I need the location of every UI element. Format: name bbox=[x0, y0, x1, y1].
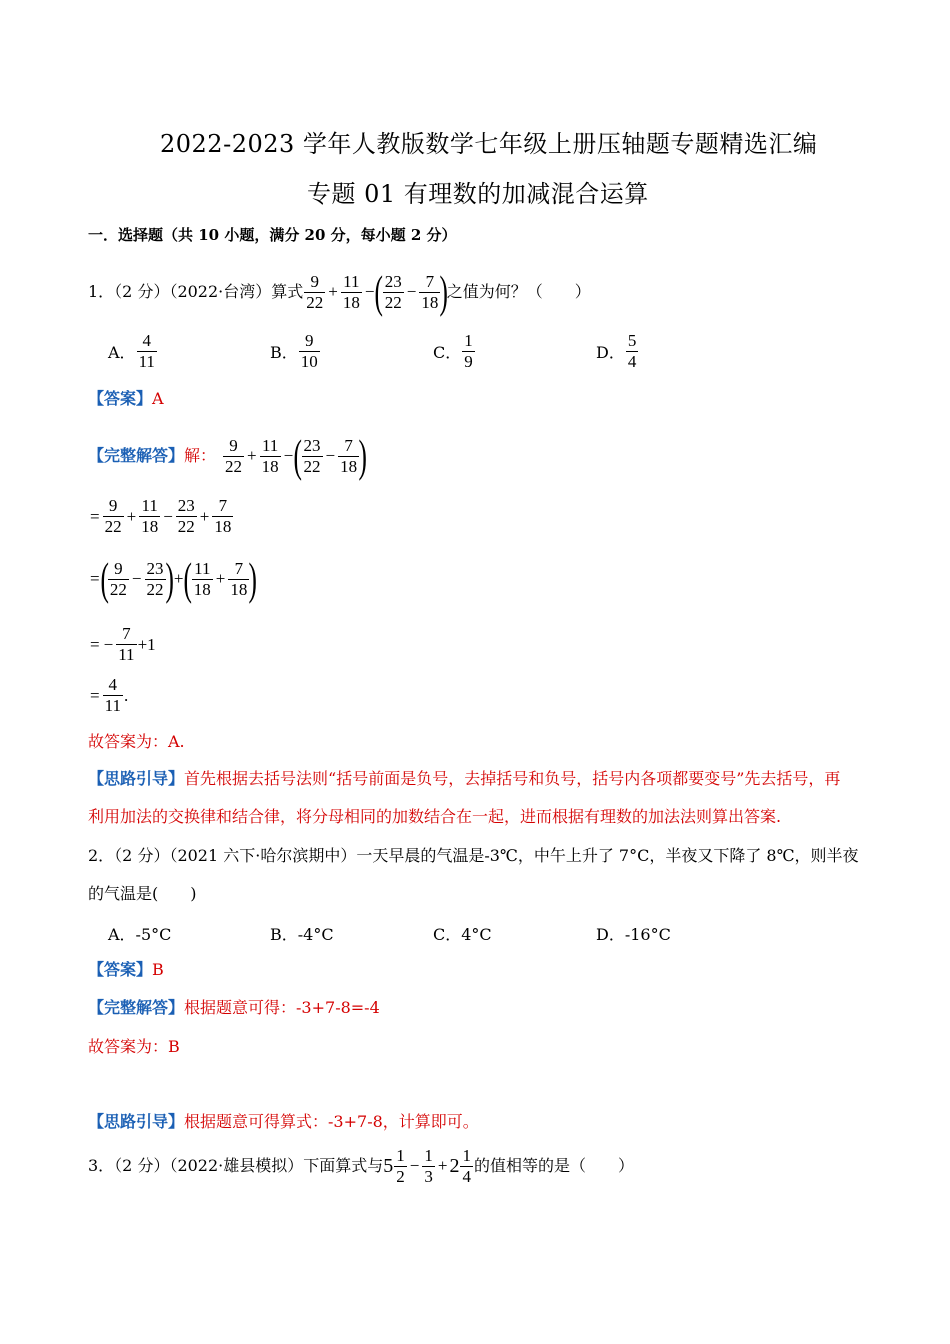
q2-solution: 【完整解答】根据题意可得：-3+7-8=-4 bbox=[88, 998, 380, 1017]
q1-solution: 【完整解答】 解： $\frac{9}{22}$ + $\frac{11}{18}$ − ( $\frac{23}{22}$ − $\frac{7}{18}$ ) bbox=[88, 430, 368, 481]
q2-option-c: C．4°C bbox=[433, 925, 492, 944]
page-subtitle: 专题 01 有理数的加减混合运算 bbox=[307, 180, 649, 208]
q1-hint-line-1: 【思路引导】首先根据去括号法则“括号前面是负号，去掉括号和负号，括号内各项都要变号”先去括号，再 bbox=[88, 769, 841, 788]
page-title: 2022-2023 学年人教版数学七年级上册压轴题专题精选汇编 bbox=[160, 130, 818, 158]
q1-option-b: B． $\frac{9}{10}$ bbox=[270, 331, 318, 371]
q2-hint: 【思路引导】根据题意可得算式：-3+7-8，计算即可。 bbox=[88, 1112, 479, 1131]
q2-option-a: A．-5°C bbox=[108, 925, 172, 944]
q3-expression: 5 $\frac{1}{2}$ − $\frac{1}{3}$ + 2 $\frac{1}{4}$ bbox=[383, 1145, 471, 1186]
q1-expression: $\frac{9}{22}$ + $\frac{11}{18}$ − ( $\frac{23}{22}$ − $\frac{7}{18}$ ) bbox=[306, 266, 449, 317]
q1-prefix: 1．（2 分）（2022·台湾）算式 bbox=[88, 282, 304, 301]
question-3 bbox=[88, 1140, 634, 1192]
q2-option-d: D．-16°C bbox=[596, 925, 671, 944]
q1-option-c: C． $\frac{1}{9}$ bbox=[433, 331, 473, 371]
q1-step-1: = $\frac{9}{22}$ + $\frac{11}{18}$ − $\frac{23}{22}$ + $\frac{7}{18}$ bbox=[90, 496, 232, 536]
q1-answer: 【答案】A bbox=[88, 389, 164, 408]
section-heading: 一．选择题（共 10 小题，满分 20 分，每小题 2 分） bbox=[88, 226, 457, 244]
q2-option-b: B．-4°C bbox=[270, 925, 334, 944]
q1-step-2: = ( $\frac{9}{22}$ − $\frac{23}{22}$ ) + ( $\frac{11}{18}$ + $\frac{7}{18}$ ) bbox=[90, 553, 258, 604]
question-1 bbox=[88, 266, 591, 318]
q2-line-1: 2．（2 分）（2021 六下·哈尔滨期中）一天早晨的气温是-3℃，中午上升了 7°C，半夜又下降了 8℃，则半夜 bbox=[88, 846, 859, 865]
q2-conclusion: 故答案为：B bbox=[88, 1037, 180, 1056]
q1-step-4: = $\frac{4}{11}$ . bbox=[90, 675, 129, 715]
q1-conclusion: 故答案为：A. bbox=[88, 732, 185, 751]
q1-step-3: = − $\frac{7}{11}$ +1 bbox=[90, 624, 156, 664]
q3-suffix: 的值相等的是（ ） bbox=[473, 1156, 634, 1175]
q2-answer: 【答案】B bbox=[88, 960, 164, 979]
q2-line-2: 的气温是( ) bbox=[88, 884, 197, 903]
q1-option-d: D． $\frac{5}{4}$ bbox=[596, 331, 637, 371]
q1-hint-line-2: 利用加法的交换律和结合律，将分母相同的加数结合在一起，进而根据有理数的加法法则算出答案. bbox=[88, 807, 782, 826]
q1-option-a: A． $\frac{4}{11}$ bbox=[108, 331, 155, 371]
q1-suffix: 之值为何？（ ） bbox=[446, 282, 591, 301]
q3-prefix: 3．（2 分）（2022·雄县模拟）下面算式与 bbox=[88, 1156, 384, 1175]
